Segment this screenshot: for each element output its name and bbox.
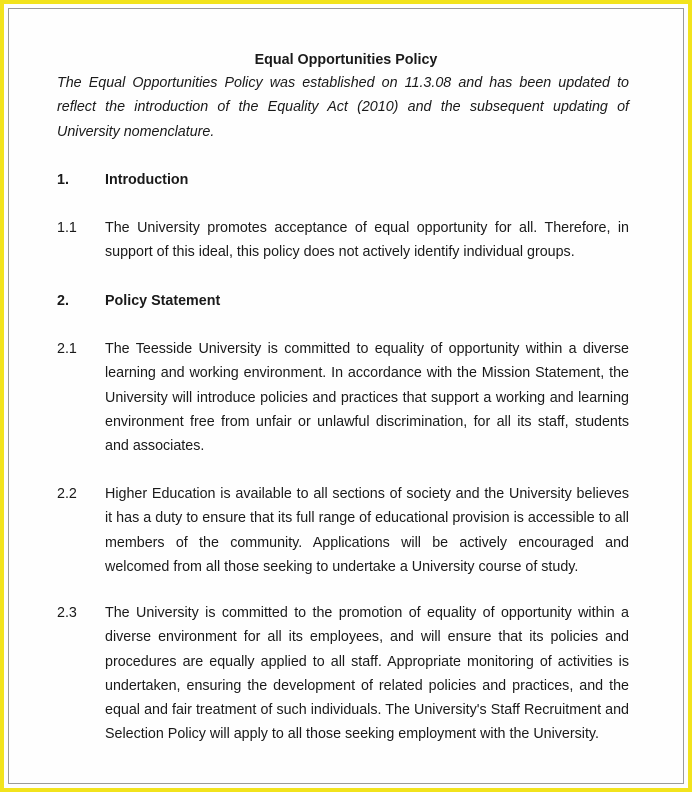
section-2-heading — [57, 289, 629, 313]
section-1-heading — [57, 168, 629, 192]
paragraph-1-1 — [57, 216, 629, 265]
paragraph-text: Higher Education is available to all sections of society and the University believes it has a duty to ensure that its full range of educational provision is accessible to all members of the community. Applications will be actively encouraged and welcomed from all those seeking to undertake a University course of study. — [105, 486, 629, 575]
document-title: Equal Opportunities Policy — [254, 52, 438, 68]
section-heading-text: Introduction — [105, 172, 189, 188]
paragraph-2-3 — [57, 601, 629, 747]
section-heading-text: Policy Statement — [105, 293, 221, 309]
paragraph-number: 1.1 — [57, 220, 77, 236]
preamble-text: The Equal Opportunities Policy was established on 11.3.08 and has been updated to reflect the introduction of the Equality Act (2010) and the subsequent updating of University nomenclature. — [57, 75, 629, 140]
paragraph-2-1 — [57, 337, 629, 458]
section-number: 1. — [57, 172, 69, 188]
paragraph-text: The University is committed to the promotion of equality of opportunity within a diverse environment for all its employees, and will ensure that its policies and procedures are equally applied to all staff. Appropriate monitoring of activities is undertaken, ensuring the development of related policies and practices, and the equal and fair treatment of such individuals. The University's Staff Recruitment and Selection Policy will apply to all those seeking employment with the University. — [105, 605, 629, 743]
paragraph-number: 2.2 — [57, 486, 77, 502]
paragraph-2-2 — [57, 482, 629, 579]
section-number: 2. — [57, 293, 69, 309]
paragraph-text: The University promotes acceptance of equal opportunity for all. Therefore, in support of this ideal, this policy does not actively identify individual groups. — [105, 220, 629, 261]
paragraph-number: 2.3 — [57, 605, 77, 621]
paragraph-number: 2.1 — [57, 341, 77, 357]
paragraph-text: The Teesside University is committed to equality of opportunity within a diverse learning and working environment. In accordance with the Mission Statement, the University will introduce policies and practices that support a working and learning environment free from unfair or unlawful discrimination, for all its staff, students and associates. — [105, 341, 629, 455]
